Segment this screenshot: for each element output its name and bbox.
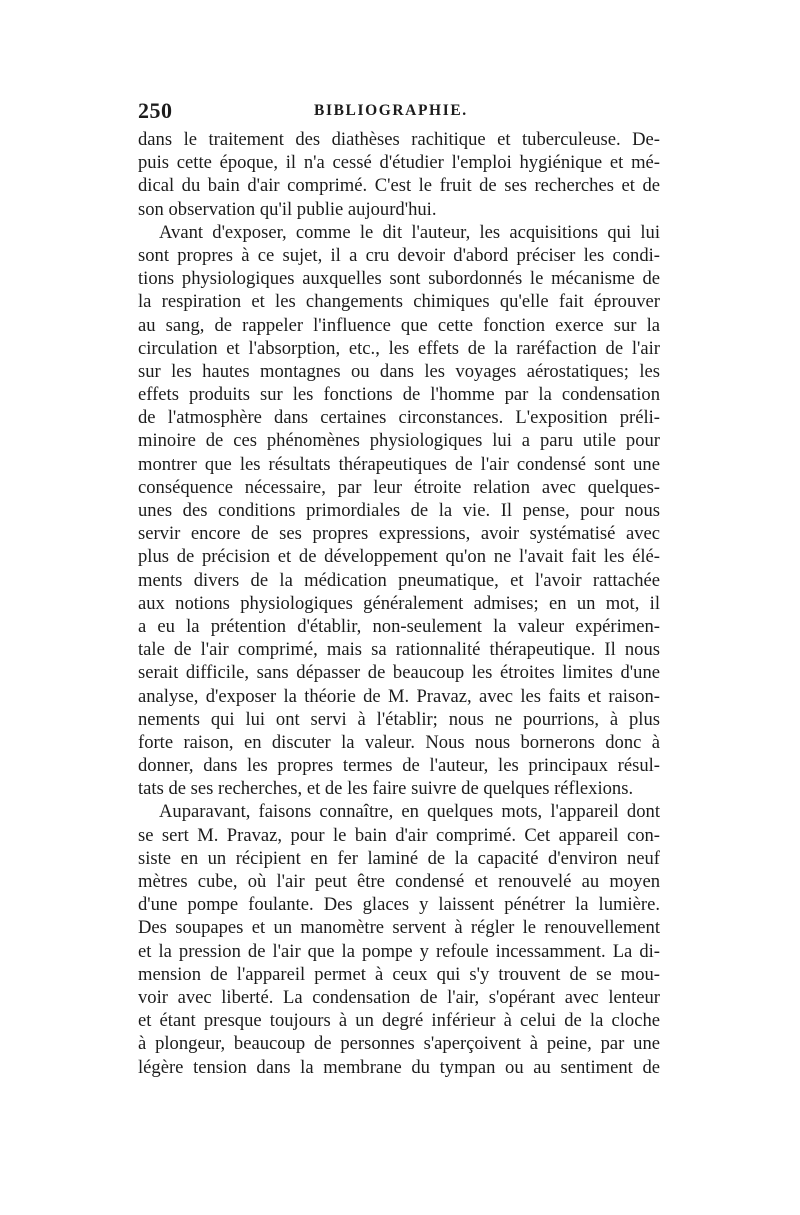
text-line: mètres cube, où l'air peut être condensé et renouvelé au moyen	[138, 871, 660, 892]
text-line: sont propres à ce sujet, il a cru devoir d'abord préciser les condi-	[138, 244, 660, 266]
text-line: de l'atmosphère dans certaines circonstances. L'exposition préli-	[138, 407, 660, 429]
text-line: Des soupapes et un manomètre servent à régler le renouvellement	[138, 917, 660, 939]
body-text	[138, 128, 660, 1079]
text-line: minoire de ces phénomènes physiologiques lui a paru utile pour	[138, 430, 660, 452]
text-line: analyse, d'exposer la théorie de M. Pravaz, avec les faits et raison-	[138, 685, 660, 707]
text-line: son observation qu'il publie aujourd'hui.	[138, 198, 437, 220]
text-line: et étant presque toujours à un degré inférieur à celui de la cloche	[138, 1010, 660, 1032]
text-line: unes des conditions primordiales de la vie. Il pense, pour nous	[138, 500, 660, 521]
text-line: servir encore de ses propres expressions, avoir systématisé avec	[138, 523, 660, 545]
text-line: nements qui lui ont servi à l'établir; nous ne pourrions, à plus	[138, 708, 660, 730]
text-line: voir avec liberté. La condensation de l'air, s'opérant avec lenteur	[138, 986, 660, 1008]
text-line: tale de l'air comprimé, mais sa rationnalité thérapeutique. Il nous	[138, 639, 660, 661]
text-line: plus de précision et de développement qu'on ne l'avait fait les élé-	[138, 546, 660, 568]
text-line: d'une pompe foulante. Des glaces y laissent pénétrer la lumière.	[138, 894, 660, 916]
text-line: mension de l'appareil permet à ceux qui s'y trouvent de se mou-	[138, 963, 660, 985]
text-line: Avant d'exposer, comme le dit l'auteur, les acquisitions qui lui	[159, 221, 660, 243]
page-header	[138, 98, 660, 128]
text-line: tions physiologiques auxquelles sont subordonnés le mécanisme de	[138, 268, 660, 290]
text-line: ments divers de la médication pneumatique, et l'avoir rattachée	[138, 569, 660, 591]
text-line: tats de ses recherches, et de les faire suivre de quelques réflexions.	[138, 778, 634, 800]
text-line: conséquence nécessaire, par leur étroite relation avec quelques-	[138, 476, 660, 498]
text-line: Auparavant, faisons connaître, en quelques mots, l'appareil dont	[159, 801, 660, 823]
text-line: aux notions physiologiques généralement admises; en un mot, il	[138, 592, 660, 614]
text-line: effets produits sur les fonctions de l'homme par la condensation	[138, 384, 660, 406]
text-line: légère tension dans la membrane du tympan ou au sentiment de	[138, 1056, 660, 1078]
text-line: donner, dans les propres termes de l'auteur, les principaux résul-	[138, 755, 660, 777]
text-line: montrer que les résultats thérapeutiques de l'air condensé sont une	[138, 453, 660, 475]
text-line: sur les hautes montagnes ou dans les voyages aérostatiques; les	[138, 360, 660, 382]
text-line: forte raison, en discuter la valeur. Nous nous bornerons donc à	[138, 731, 660, 753]
text-line: la respiration et les changements chimiques qu'elle fait éprouver	[138, 291, 660, 313]
text-line: dical du bain d'air comprimé. C'est le fruit de ses recherches et de	[138, 175, 660, 197]
text-line: au sang, de rappeler l'influence que cette fonction exerce sur la	[138, 314, 660, 336]
text-line: circulation et l'absorption, etc., les effets de la raréfaction de l'air	[138, 337, 660, 359]
text-line: siste en un récipient en fer laminé de la capacité d'environ neuf	[138, 847, 660, 869]
running-title: BIBLIOGRAPHIE.	[314, 102, 468, 119]
text-line: se sert M. Pravaz, pour le bain d'air comprimé. Cet appareil con-	[138, 824, 660, 846]
text-line: a eu la prétention d'établir, non-seulement la valeur expérimen-	[138, 615, 660, 637]
text-line: serait difficile, sans dépasser de beaucoup les étroites limites d'une	[138, 662, 660, 684]
text-line: et la pression de l'air que la pompe y refoule incessamment. La di-	[138, 940, 660, 962]
text-line: à plongeur, beaucoup de personnes s'aperçoivent à peine, par une	[138, 1033, 660, 1055]
text-line: dans le traitement des diathèses rachitique et tuberculeuse. De-	[138, 129, 660, 150]
book-page	[138, 98, 660, 1079]
text-line: puis cette époque, il n'a cessé d'étudier l'emploi hygiénique et mé-	[138, 152, 660, 174]
page-number: 250	[138, 98, 173, 123]
